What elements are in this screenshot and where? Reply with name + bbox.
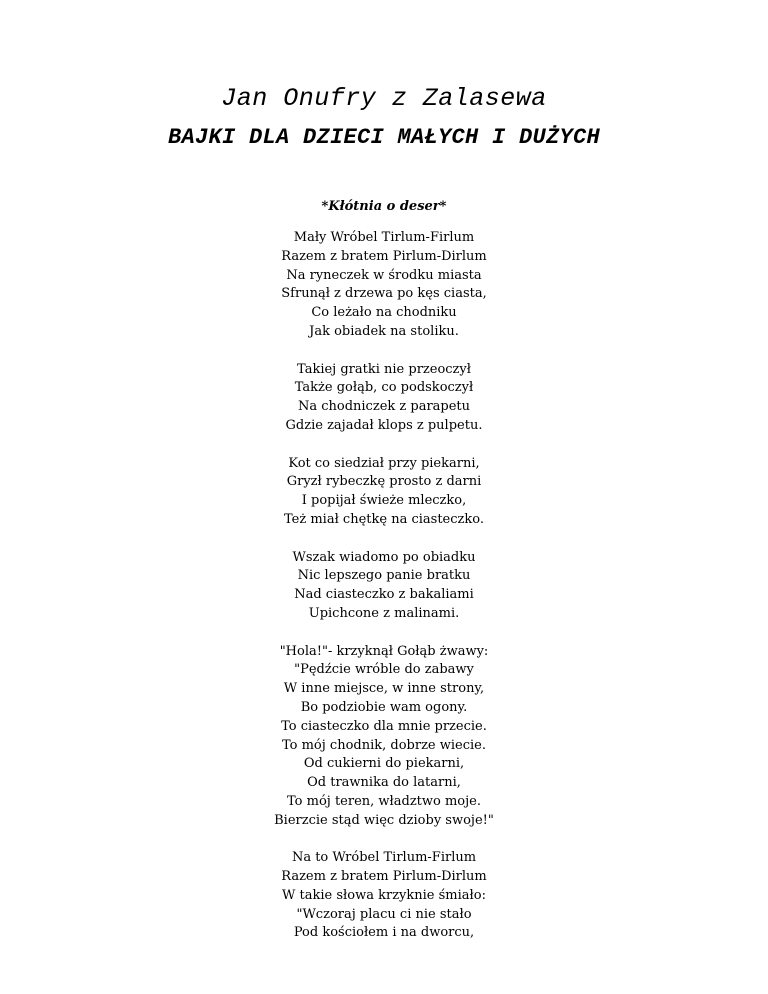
poem-line: Co leżało na chodniku bbox=[311, 305, 457, 321]
poem-line: Sfrunął z drzewa po kęs ciasta, bbox=[281, 286, 487, 302]
poem-line: W takie słowa krzyknie śmiało: bbox=[282, 887, 486, 903]
poem-line: W inne miejsce, w inne strony, bbox=[283, 681, 485, 697]
poem-line: Bo podziobie wam ogony. bbox=[300, 699, 468, 715]
book-title: BAJKI DLA DZIECI MAŁYCH I DUŻYCH bbox=[167, 125, 601, 150]
poem-line: To ciasteczko dla mnie przecie. bbox=[281, 718, 487, 734]
poem-stanza bbox=[0, 455, 768, 530]
poem-line: Na chodniczek z parapetu bbox=[297, 399, 471, 415]
poem-line: Na ryneczek w środku miasta bbox=[286, 267, 482, 283]
poem-line: Pod kościołem i na dworcu, bbox=[293, 925, 475, 941]
poem-line: Od trawnika do latarni, bbox=[307, 775, 461, 791]
poem-line: Też miał chętkę na ciasteczko. bbox=[284, 511, 484, 527]
poem-line: Jak obiadek na stoliku. bbox=[309, 323, 459, 339]
poem-line: To mój teren, władztwo moje. bbox=[287, 793, 481, 809]
poem-stanza bbox=[0, 643, 768, 831]
author-name: Jan Onufry z Zalasewa bbox=[221, 84, 547, 113]
poem-line: Nic lepszego panie bratku bbox=[297, 568, 471, 584]
poem-stanza bbox=[0, 361, 768, 436]
poem-line: Razem z bratem Pirlum-Dirlum bbox=[281, 248, 487, 264]
poem-line: Razem z bratem Pirlum-Dirlum bbox=[281, 869, 487, 885]
poem-line: Nad ciasteczko z bakaliami bbox=[294, 587, 474, 603]
poem-line: Mały Wróbel Tirlum-Firlum bbox=[293, 230, 475, 245]
poem-line: I popijał świeże mleczko, bbox=[301, 493, 467, 509]
poem-line: "Pędźcie wróble do zabawy bbox=[294, 662, 474, 678]
poem-line: Gdzie zajadał klops z pulpetu. bbox=[285, 417, 483, 433]
poem-line: Kot co siedział przy piekarni, bbox=[288, 455, 480, 471]
poem-line: Także gołąb, co podskoczył bbox=[294, 380, 474, 396]
poem-line: Takiej gratki nie przeoczył bbox=[297, 361, 471, 377]
poem-body bbox=[0, 229, 768, 962]
poem-line: Wszak wiadomo po obiadku bbox=[292, 549, 476, 565]
poem-line: "Wczoraj placu ci nie stało bbox=[296, 906, 472, 922]
poem-line: Na to Wróbel Tirlum-Firlum bbox=[291, 850, 477, 866]
poem-line: Gryzł rybeczkę prosto z darni bbox=[286, 474, 482, 490]
poem-stanza bbox=[0, 549, 768, 624]
poem-stanza bbox=[0, 229, 768, 342]
poem-title: *Kłótnia o deser* bbox=[321, 199, 447, 214]
poem-line: Bierzcie stąd więc dzioby swoje!" bbox=[274, 812, 494, 828]
poem-line: Upichcone z malinami. bbox=[308, 605, 460, 621]
poem-line: "Hola!"- krzyknął Gołąb żwawy: bbox=[279, 643, 489, 659]
poem-stanza bbox=[0, 849, 768, 943]
poem-line: To mój chodnik, dobrze wiecie. bbox=[281, 737, 486, 753]
poem-line: Od cukierni do piekarni, bbox=[303, 756, 465, 772]
